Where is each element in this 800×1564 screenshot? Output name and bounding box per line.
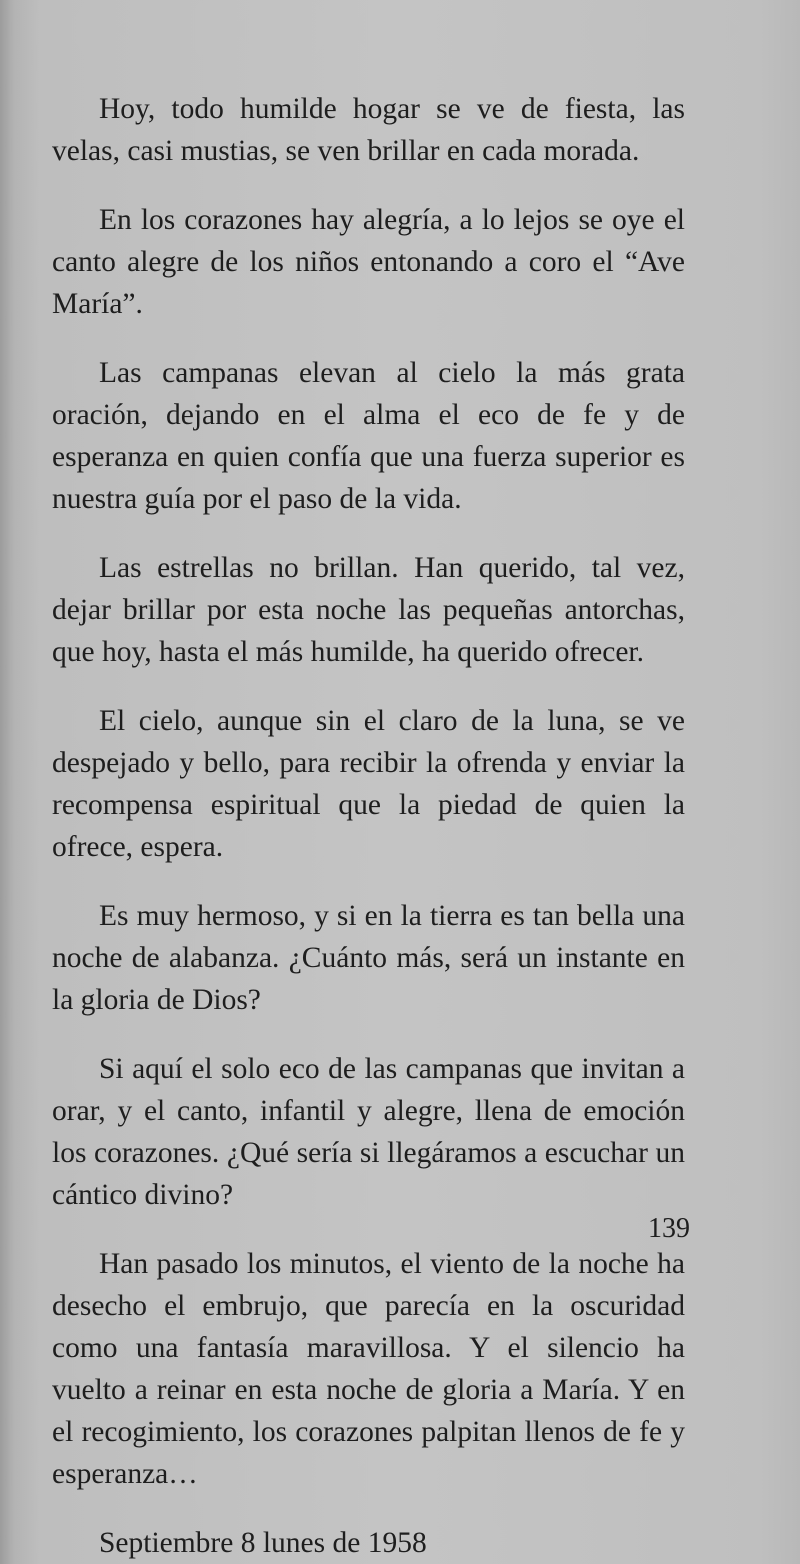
- paragraph-5: El cielo, aunque sin el claro de la luna, se ve despejado y bello, para recibir la ofrenda y enviar la recompensa espiritual que la piedad de quien la ofrece, espera.: [52, 705, 685, 863]
- paragraph-2: En los corazones hay alegría, a lo lejos se oye el canto alegre de los niños entonando a coro el “Ave María”.: [52, 204, 685, 320]
- paragraph-7: Si aquí el solo eco de las campanas que invitan a orar, y el canto, infantil y alegre, llena de emoción los corazones. ¿Qué sería si llegáramos a escuchar un cántico divino?: [52, 1053, 685, 1211]
- date-line: Septiembre 8 lunes de 1958: [99, 1527, 427, 1559]
- body-text: [52, 88, 685, 1564]
- paragraph-1: Hoy, todo humilde hogar se ve de fiesta, las velas, casi mustias, se ven brillar en cada morada.: [52, 93, 685, 167]
- paragraph-8: Han pasado los minutos, el viento de la noche ha desecho el embrujo, que parecía en la oscuridad como una fantasía maravillosa. Y el silencio ha vuelto a reinar en esta noche de gloria a María. Y en el recogimiento, los corazones palpitan llenos de fe y esperanza…: [52, 1248, 685, 1490]
- paragraph-4: Las estrellas no brillan. Han querido, tal vez, dejar brillar por esta noche las pequeñas antorchas, que hoy, hasta el más humilde, ha querido ofrecer.: [52, 552, 685, 668]
- page-number: 139: [648, 1213, 690, 1244]
- paragraph-3: Las campanas elevan al cielo la más grata oración, dejando en el alma el eco de fe y de esperanza en quien confía que una fuerza superior es nuestra guía por el paso de la vida.: [52, 357, 685, 515]
- paragraph-6: Es muy hermoso, y si en la tierra es tan bella una noche de alabanza. ¿Cuánto más, será un instante en la gloria de Dios?: [52, 900, 685, 1016]
